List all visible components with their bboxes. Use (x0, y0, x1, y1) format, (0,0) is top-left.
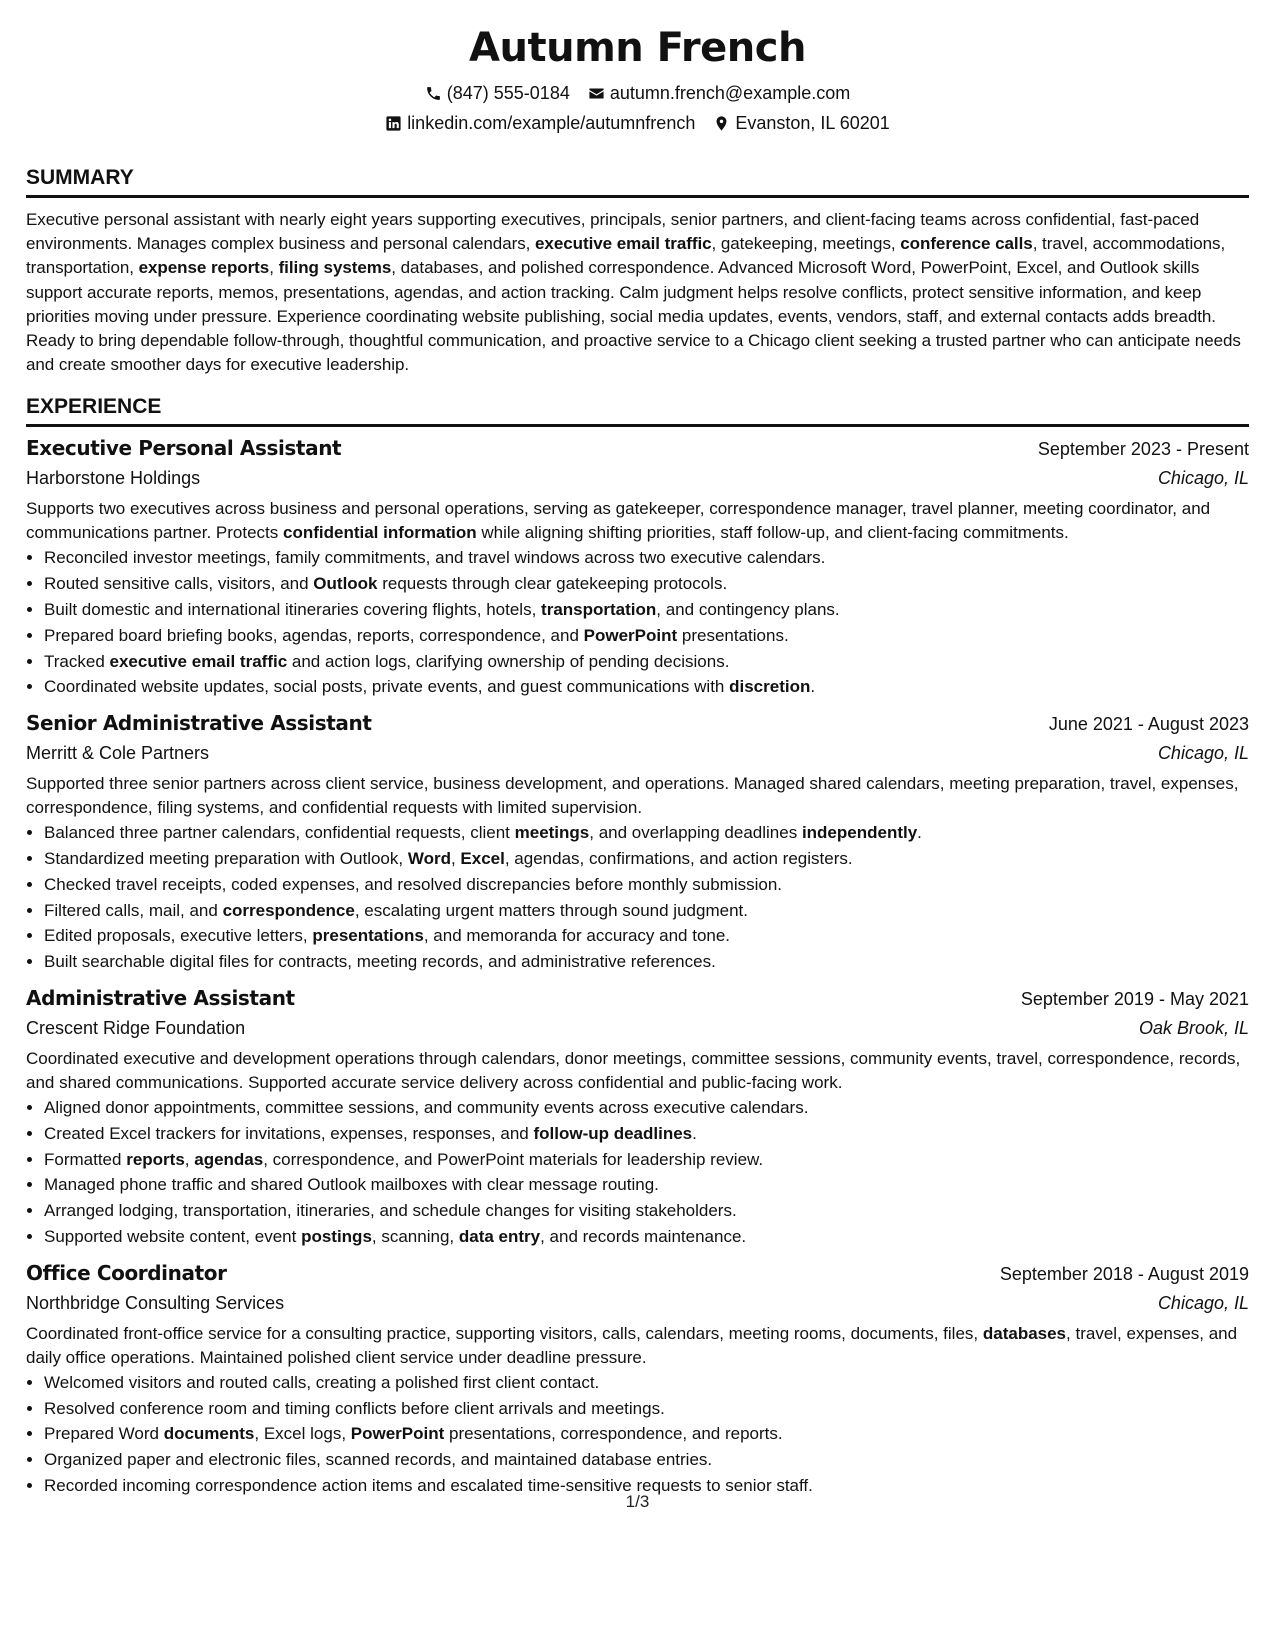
text-run: , and records maintenance. (540, 1226, 747, 1246)
text-run: Filtered calls, mail, and (44, 900, 223, 920)
bold-text: meetings (514, 823, 590, 843)
page-number: 1/3 (625, 1492, 650, 1511)
bullet-item (44, 846, 1249, 872)
text-run: , correspondence, and PowerPoint materials for leadership review. (263, 1149, 764, 1169)
text-run: presentations, correspondence, and reports. (444, 1424, 783, 1444)
bold-text: filing systems (278, 258, 392, 278)
job-location: Chicago, IL (1157, 1292, 1249, 1313)
text-run: Supports two executives across business and personal operations, serving as gatekeeper, correspondence manager, travel planner, meeting coordinator, and communications partner. Protects (26, 499, 1211, 543)
company-name: Merritt & Cole Partners (26, 743, 210, 764)
bold-text: Outlook (313, 574, 378, 594)
job-dates: September 2023 - Present (1037, 439, 1249, 460)
bullet-item (44, 1447, 1249, 1473)
job-header (26, 1258, 1249, 1288)
text-run: , (269, 258, 279, 278)
job-title: Executive Personal Assistant (26, 436, 342, 461)
bullet-item (44, 1121, 1249, 1147)
text-run: Coordinated executive and development operations through calendars, donor meetings, committee sessions, community events, travel, correspondence, records, and shared communications. Supported accurate service delivery across confidential and public-facing work. (26, 1048, 1241, 1092)
bold-text: executive email traffic (109, 651, 288, 671)
text-run: , gatekeeping, meetings, (711, 234, 901, 254)
text-run: , and memoranda for accuracy and tone. (423, 926, 731, 946)
envelope-icon (588, 85, 605, 102)
job-description (26, 772, 1249, 820)
bold-text: PowerPoint (583, 625, 678, 645)
bullet-item (44, 949, 1249, 975)
bullet-item (44, 820, 1249, 846)
job-title: Office Coordinator (26, 1260, 227, 1285)
bold-text: Excel (460, 849, 505, 868)
text-run: Arranged lodging, transportation, itineraries, and schedule changes for visiting stakeholders. (44, 1201, 737, 1221)
text-run: Checked travel receipts, coded expenses, and resolved discrepancies before monthly submission. (44, 874, 783, 894)
text-run: , scanning, (371, 1226, 459, 1246)
bullet-item (44, 623, 1249, 649)
text-run: Tracked (44, 651, 110, 671)
company-name: Harborstone Holdings (26, 468, 201, 489)
contact-line-2 (26, 108, 1249, 138)
text-run: Formatted (44, 1149, 127, 1169)
text-run: Standardized meeting preparation with Outlook, (44, 849, 408, 868)
text-run: Reconciled investor meetings, family commitments, and travel windows across two executive calendars. (44, 548, 826, 568)
bullet-item (44, 923, 1249, 949)
text-run: Prepared Word (44, 1424, 164, 1444)
job-dates: June 2021 - August 2023 (1048, 714, 1249, 735)
bullet-item (44, 1198, 1249, 1224)
bold-text: Word (407, 849, 451, 868)
bullet-item (44, 649, 1249, 675)
bold-text: PowerPoint (350, 1424, 445, 1444)
bullet-item (44, 571, 1249, 597)
bold-text: executive email traffic (535, 234, 712, 254)
bullet-item (44, 597, 1249, 623)
linkedin-contact[interactable] (385, 108, 695, 138)
text-run: . (692, 1123, 697, 1143)
text-run: Prepared board briefing books, agendas, reports, correspondence, and (44, 625, 584, 645)
text-run: Routed sensitive calls, visitors, and (44, 574, 314, 594)
text-run: Supported three senior partners across client service, business development, and operations. Managed shared calendars, meeting preparation, travel, expenses, correspondence, filing systems, and confidential requests with limited supervision. (26, 774, 1239, 818)
text-run: , Excel logs, (254, 1424, 351, 1444)
job-entry (26, 1258, 1249, 1499)
text-run: Supported website content, event (44, 1226, 302, 1246)
text-run: , and overlapping deadlines (589, 823, 802, 843)
summary-paragraph (26, 208, 1249, 377)
phone-icon (425, 85, 442, 102)
bullet-item (44, 1147, 1249, 1173)
bold-text: confidential information (283, 523, 477, 543)
company-name: Northbridge Consulting Services (26, 1292, 285, 1313)
job-bullets (26, 545, 1249, 700)
text-run: presentations. (677, 625, 789, 645)
text-run: , escalating urgent matters through sound judgment. (354, 900, 748, 920)
job-bullets (26, 1370, 1249, 1499)
bullet-item (44, 1095, 1249, 1121)
resume-page (26, 0, 1249, 1499)
bold-text: discretion (729, 677, 811, 697)
job-subheader (26, 738, 1249, 768)
job-title: Administrative Assistant (26, 985, 295, 1010)
text-run: Aligned donor appointments, committee sessions, and community events across executive calendars. (44, 1097, 809, 1117)
text-run: , databases, and polished correspondence. Advanced Microsoft Word, PowerPoint, Excel, and Outlook skills support accurate reports, memos, presentations, agendas, and action tracking. Calm judgment helps resolve conflicts, protect sensitive information, and keep priorities moving under pressure. Experience coordinating website publishing, social media updates, events, vendors, staff, and external contacts adds breadth. Ready to bring dependable follow-through, thoughtful communication, and proactive service to a Chicago client seeking a trusted partner who can anticipate needs and create smoother days for executive leadership. (26, 258, 1241, 375)
text-run: Coordinated website updates, social posts, private events, and guest communications with (44, 677, 730, 697)
text-run: requests through clear gatekeeping protocols. (377, 574, 728, 594)
job-bullets (26, 820, 1249, 975)
bullet-item (44, 674, 1249, 700)
bullet-item (44, 1172, 1249, 1198)
job-entry (26, 433, 1249, 700)
bold-text: transportation (541, 600, 657, 620)
linkedin-text[interactable]: linkedin.com/example/autumnfrench (407, 113, 696, 133)
experience-heading: EXPERIENCE (26, 393, 1249, 427)
job-bullets (26, 1095, 1249, 1250)
text-run: Edited proposals, executive letters, (44, 926, 313, 946)
bullet-item (44, 1224, 1249, 1250)
text-run: and action logs, clarifying ownership of pending decisions. (287, 651, 730, 671)
text-run: Recorded incoming correspondence action items and escalated time-sensitive requests to senior staff. (44, 1475, 813, 1495)
job-dates: September 2019 - May 2021 (1020, 988, 1249, 1009)
email-contact[interactable] (588, 78, 850, 108)
text-run: , travel, accommodations, transportation, (26, 234, 1226, 278)
bold-text: databases (982, 1323, 1067, 1343)
job-location: Chicago, IL (1157, 468, 1249, 489)
bold-text: data entry (458, 1226, 541, 1246)
location-contact (713, 108, 889, 138)
bold-text: conference calls (900, 234, 1033, 254)
candidate-name: Autumn French (469, 25, 806, 71)
company-name: Crescent Ridge Foundation (26, 1017, 246, 1038)
text-run: Welcomed visitors and routed calls, creating a polished first client contact. (44, 1372, 600, 1392)
bold-text: postings (301, 1226, 372, 1246)
email-text[interactable]: autumn.french@example.com (609, 83, 851, 103)
job-description (26, 1322, 1249, 1370)
text-run: Coordinated front-office service for a consulting practice, supporting visitors, calls, calendars, meeting rooms, documents, files, (26, 1323, 983, 1343)
summary-heading: SUMMARY (26, 164, 1249, 198)
text-run: Balanced three partner calendars, confidential requests, client (44, 823, 515, 843)
bold-text: agendas (194, 1149, 264, 1169)
bullet-item (44, 898, 1249, 924)
text-run: . (917, 823, 922, 843)
job-entry (26, 983, 1249, 1250)
text-run: Managed phone traffic and shared Outlook mailboxes with clear message routing. (44, 1175, 659, 1195)
bullet-item (44, 545, 1249, 571)
text-run: , and contingency plans. (656, 600, 840, 620)
contact-line-1 (26, 78, 1249, 108)
bold-text: reports (126, 1149, 185, 1169)
job-subheader (26, 1013, 1249, 1043)
bold-text: documents (163, 1424, 255, 1444)
job-subheader (26, 1288, 1249, 1318)
text-run: , (450, 849, 461, 868)
bold-text: expense reports (138, 258, 270, 278)
location-text: Evanston, IL 60201 (735, 113, 890, 133)
text-run: Resolved conference room and timing conflicts before client arrivals and meetings. (44, 1398, 665, 1418)
linkedin-icon (385, 115, 402, 132)
job-header (26, 708, 1249, 738)
text-run: . (810, 677, 816, 697)
text-run: Organized paper and electronic files, scanned records, and maintained database entries. (44, 1450, 713, 1470)
job-title: Senior Administrative Assistant (26, 711, 372, 736)
phone-text: (847) 555-0184 (446, 83, 570, 103)
experience-list (26, 433, 1249, 1498)
job-description (26, 1047, 1249, 1095)
bullet-item (44, 1396, 1249, 1422)
phone-contact (425, 78, 570, 108)
text-run: , (184, 1149, 195, 1169)
text-run: Executive personal assistant with nearly eight years supporting executives, principals, senior partners, and client-facing teams across confidential, fast-paced environments. Manages complex business and personal calendars, (26, 210, 1200, 254)
job-description (26, 497, 1249, 545)
bold-text: correspondence (222, 900, 355, 920)
job-entry (26, 708, 1249, 975)
text-run: Built searchable digital files for contracts, meeting records, and administrative references. (44, 952, 716, 972)
bullet-item (44, 1421, 1249, 1447)
map-pin-icon (713, 115, 730, 132)
text-run: while aligning shifting priorities, staff follow-up, and client-facing commitments. (476, 523, 1069, 543)
bullet-item (44, 1370, 1249, 1396)
text-run: Created Excel trackers for invitations, expenses, responses, and (44, 1123, 534, 1143)
text-run: Built domestic and international itineraries covering flights, hotels, (44, 600, 542, 620)
job-header (26, 983, 1249, 1013)
job-subheader (26, 463, 1249, 493)
text-run: , travel, expenses, and daily office operations. Maintained polished client service under deadline pressure. (26, 1323, 1238, 1367)
job-header (26, 433, 1249, 463)
bold-text: presentations (312, 926, 424, 946)
job-location: Chicago, IL (1157, 743, 1249, 764)
bullet-item (44, 872, 1249, 898)
bold-text: follow-up deadlines (533, 1123, 693, 1143)
job-dates: September 2018 - August 2019 (999, 1263, 1249, 1284)
bold-text: independently (801, 823, 918, 843)
job-location: Oak Brook, IL (1138, 1017, 1249, 1038)
text-run: , agendas, confirmations, and action registers. (504, 849, 853, 868)
